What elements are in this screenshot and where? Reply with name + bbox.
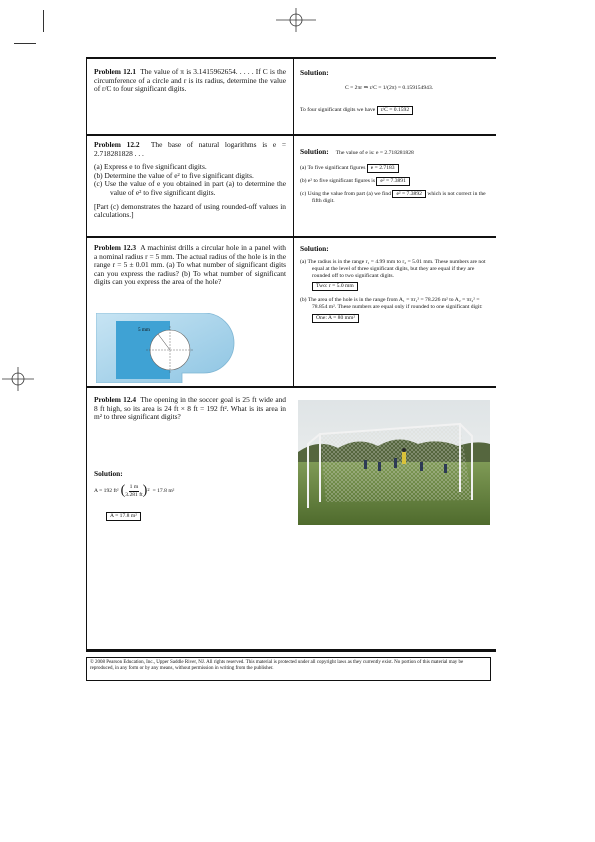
solution-part-a: (a) To five significant figures	[300, 165, 366, 171]
solution-heading: Solution:	[300, 147, 329, 156]
answer-box: A = 17.8 m²	[106, 512, 141, 521]
rule-2	[86, 236, 496, 238]
problem-item: (c) Use the value of e you obtained in part (a) to determine the value of e² to five significant digits.	[94, 179, 286, 197]
answer-box: Two: r = 5.0 mm	[312, 282, 358, 291]
answer-box: e² = 7.3891	[376, 177, 410, 186]
column-separator-2	[293, 134, 294, 236]
problem-title: Problem 12.3	[94, 243, 137, 252]
problem-title: Problem 12.1	[94, 67, 137, 76]
goalkeeper-head	[402, 448, 406, 452]
problem-title: Problem 12.4	[94, 395, 137, 404]
problem-item: (b) Determine the value of e² to five significant digits.	[94, 170, 254, 180]
solution-12-2	[300, 141, 490, 205]
rule-1	[86, 134, 496, 136]
problem-text: The base of natural logarithms is e = 2.718281828 . . .	[94, 140, 286, 158]
solution-heading: Solution:	[300, 244, 329, 253]
solution-part-c: (c) Using the value from part (a) we find	[300, 190, 392, 197]
solution-equation: C = 2πr ⇒ r/C = 1/(2π) = 0.159154943.	[345, 85, 434, 91]
close-paren: )	[142, 482, 148, 498]
exponent: 2	[147, 487, 150, 492]
problem-text: The opening in the soccer goal is 25 ft wide and 8 ft high, so its area is 24 ft × 8 ft = 192 ft². What is its area in m² to three significant digits?	[94, 395, 286, 422]
column-separator-1	[293, 57, 294, 134]
soccer-goal-photo	[298, 400, 490, 525]
registration-mark-left	[0, 366, 36, 392]
solution-heading: Solution:	[94, 469, 123, 478]
problem-text: A machinist drills a circular hole in a panel with a nominal radius r = 5 mm. The actual radius of the hole is in the range r = 5 ± 0.01 mm. (a) To what number of significant digits can you express the radius? (b) To what number of significant digits can you express the area of the hole?	[94, 243, 286, 287]
conversion-fraction	[125, 484, 142, 499]
solution-equation	[94, 484, 174, 499]
solution-part-a: (a) The radius is in the range r₁ = 4.99 mm to r₂ = 5.01 mm. These numbers are not equal at the level of three significant digits, but they are equal if they are rounded off to two significant digits.	[300, 259, 486, 279]
problem-note: [Part (c) demonstrates the hazard of using rounded-off values in calculations.]	[94, 201, 286, 220]
fraction-numerator: 1 m	[129, 484, 139, 490]
answer-box: r/C = 0.1592	[377, 106, 413, 115]
answer-box: One: A = 80 mm²	[312, 314, 359, 323]
open-paren: (	[120, 482, 126, 498]
solution-text	[300, 106, 490, 115]
equation-rhs: = 17.8 m²	[152, 487, 175, 494]
problem-12-3	[94, 244, 286, 287]
radius-label: 5 mm	[138, 327, 150, 333]
solution-heading: Solution:	[300, 68, 329, 77]
problem-item: (a) Express e to five significant digits.	[94, 162, 207, 172]
column-separator-3	[293, 236, 294, 386]
bottom-rule	[86, 649, 496, 652]
problem-text: The value of π is 3.1415962654. . . . . If C is the circumference of a circle and r is its radius, determine the value of r/C to four significant digits.	[94, 67, 286, 94]
equation-lhs: A = 192 ft²	[94, 487, 119, 494]
solution-12-3	[300, 244, 492, 323]
panel-figure	[96, 313, 236, 383]
goalkeeper	[402, 452, 406, 464]
crop-mark-horizontal	[14, 43, 36, 44]
problem-12-2	[94, 141, 286, 220]
fraction-denominator: 3.281 ft	[125, 491, 143, 498]
answer-box: e² = 7.3892	[392, 190, 426, 199]
top-rule	[86, 57, 496, 59]
problem-title: Problem 12.2	[94, 140, 140, 149]
solution-part-b: (b) e² to five significant figures is	[300, 177, 375, 184]
answer-box: e = 2.7183	[367, 164, 399, 173]
copyright-footer: © 2008 Pearson Education, Inc., Upper Saddle River, NJ. All rights reserved. This material is protected under all copyright laws as they currently exist. No portion of this material may be reproduced, in any form or by any means, without permission in writing from the publisher.	[86, 657, 491, 681]
problem-12-1	[94, 68, 286, 94]
crop-mark-vertical	[43, 10, 44, 32]
solution-part-c-end: which is not correct in the fifth digit.	[312, 190, 486, 205]
registration-mark-top	[276, 8, 316, 32]
solution-part-b: (b) The area of the hole is in the range from A₁ = πr₁² = 78.226 m² to A₂ = πr₂² = 78.854 m². These numbers are equal only if rounded to one significant digit:	[300, 297, 483, 310]
rule-3	[86, 386, 496, 388]
problem-12-4	[94, 396, 286, 422]
solution-sentence: To four significant digits we have	[300, 107, 376, 113]
solution-intro: The value of e is: e = 2.718281828	[335, 150, 414, 156]
